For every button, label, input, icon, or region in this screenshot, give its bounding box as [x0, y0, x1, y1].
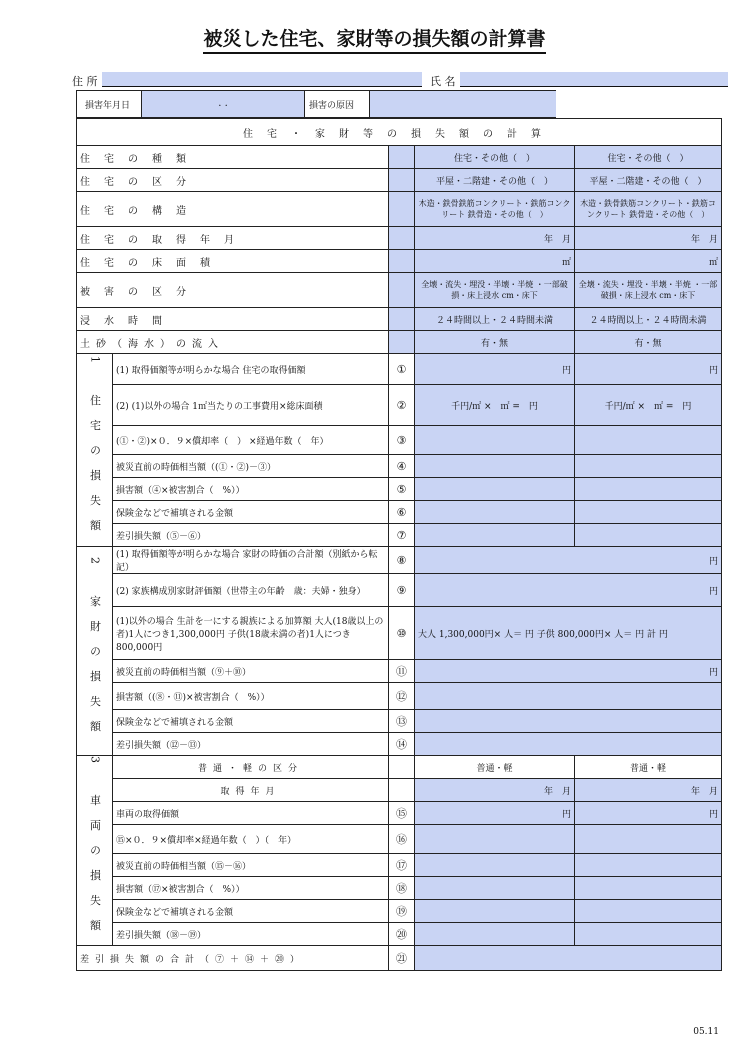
footer-code: 05.11	[693, 1027, 719, 1037]
sec1-row: (①・②)×０．９×償却率（ ） ×経過年数（ 年） ③	[77, 426, 722, 455]
sec2-row: 差引損失額（⑫－⑬） ⑭	[77, 733, 722, 756]
sec3-row: 3 車両の損失額 普通・軽の区分 普通・軽 普通・軽	[77, 756, 722, 779]
name-field[interactable]	[460, 72, 728, 87]
house-row: 住宅の床面積 ㎡ ㎡	[77, 250, 722, 273]
table-heading: 住宅・家財等の損失額の計算	[77, 119, 722, 146]
sec1-row: 1 住宅の損失額 (1) 取得価額等が明らかな場合 住宅の取得価額 ① 円 円	[77, 354, 722, 385]
house-row: 住宅の区分 平屋・二階建・その他（ ） 平屋・二階建・その他（ ）	[77, 169, 722, 192]
sec2-row: 2 家財の損失額 (1) 取得価額等が明らかな場合 家財の時価の合計額（別紙から転記） ⑧ 円	[77, 547, 722, 574]
sec1-row: (2) (1)以外の場合 1㎡当たりの工事費用×総床面積 ② 千円/㎡ × ㎡ = 円 千円/㎡ × ㎡ = 円	[77, 385, 722, 426]
page-title: 被災した住宅、家財等の損失額の計算書	[0, 24, 749, 51]
sec3-row: 取得年月 年 月 年 月	[77, 779, 722, 802]
sec2-row: (2) 家族構成別家財評価額（世帯主の年齢 歳：夫婦・独身） ⑨ 円	[77, 574, 722, 607]
total-field[interactable]	[415, 946, 722, 971]
loss-date-label: 損害年月日	[85, 101, 131, 111]
house-row: 被害の区分 全壊・流失・埋没・半壊・半焼 ・一部破損・床上浸水 cm・床下 全壊・流失・埋没・半壊・半焼 ・一部破損・床上浸水 cm・床下	[77, 273, 722, 308]
address-field[interactable]	[102, 72, 422, 87]
cause-field[interactable]	[369, 91, 556, 117]
sec1-row: 損害額（④×被害割合（ %）） ⑤	[77, 478, 722, 501]
house-row: 浸水時間 ２４時間以上・２４時間未満 ２４時間以上・２４時間未満	[77, 308, 722, 331]
sec2-row: 被災直前の時価相当額（⑨＋⑩） ⑪ 円	[77, 660, 722, 683]
sec3-row: 車両の取得価額 ⑮ 円 円	[77, 802, 722, 825]
sec1-row: 差引損失額（⑤－⑥） ⑦	[77, 524, 722, 547]
sec3-row: 保険金などで補填される金額 ⑲	[77, 900, 722, 923]
house-row: 土砂（海水）の流入 有・無 有・無	[77, 331, 722, 354]
sec3-row: 損害額（⑰×被害割合（ %）） ⑱	[77, 877, 722, 900]
sec3-row: ⑮×０．９×償却率×経過年数（ ）（ 年） ⑯	[77, 825, 722, 854]
sec2-row: 保険金などで補填される金額 ⑬	[77, 710, 722, 733]
loss-date-field[interactable]: . .	[141, 91, 305, 117]
sec3-row: 被災直前の時価相当額（⑮－⑯） ⑰	[77, 854, 722, 877]
total-row: 差引損失額の合計（⑦＋⑭＋⑳） ㉑	[77, 946, 722, 971]
loss-info-box	[76, 90, 556, 118]
house-row: 住宅の取得年月 年 月 年 月	[77, 227, 722, 250]
cause-label: 損害の原因	[309, 101, 355, 111]
name-label: 氏 名	[430, 75, 456, 88]
address-label: 住 所	[72, 75, 98, 88]
sec2-row: (1)以外の場合 生計を一にする親族による加算額 大人(18歳以上の者)1人につき1,300,000円 子供(18歳未満の者)1人につき800,000円 ⑩ 大人 1,300,000円× 人＝ 円 子供 800,000円× 人＝ 円 計 円	[77, 607, 722, 660]
section-2-label: 2 家財の損失額	[77, 547, 113, 756]
loss-calculation-table	[76, 118, 722, 971]
house-row: 住宅の構造 木造・鉄骨鉄筋コンクリート・鉄筋コンクリート 鉄骨造・その他（ ） 木造・鉄骨鉄筋コンクリート・鉄筋コンクリート 鉄骨造・その他（ ）	[77, 192, 722, 227]
section-3-label: 3 車両の損失額	[77, 756, 113, 946]
house-row: 住宅の種類 住宅・その他（ ） 住宅・その他（ ）	[77, 146, 722, 169]
sec3-row: 差引損失額（⑱－⑲） ⑳	[77, 923, 722, 946]
section-1-label: 1 住宅の損失額	[77, 354, 113, 547]
sec2-row: 損害額（(⑧・⑪)×被害割合（ %）） ⑫	[77, 683, 722, 710]
sec1-row: 被災直前の時価相当額（(①・②)－③） ④	[77, 455, 722, 478]
sec1-row: 保険金などで補填される金額 ⑥	[77, 501, 722, 524]
